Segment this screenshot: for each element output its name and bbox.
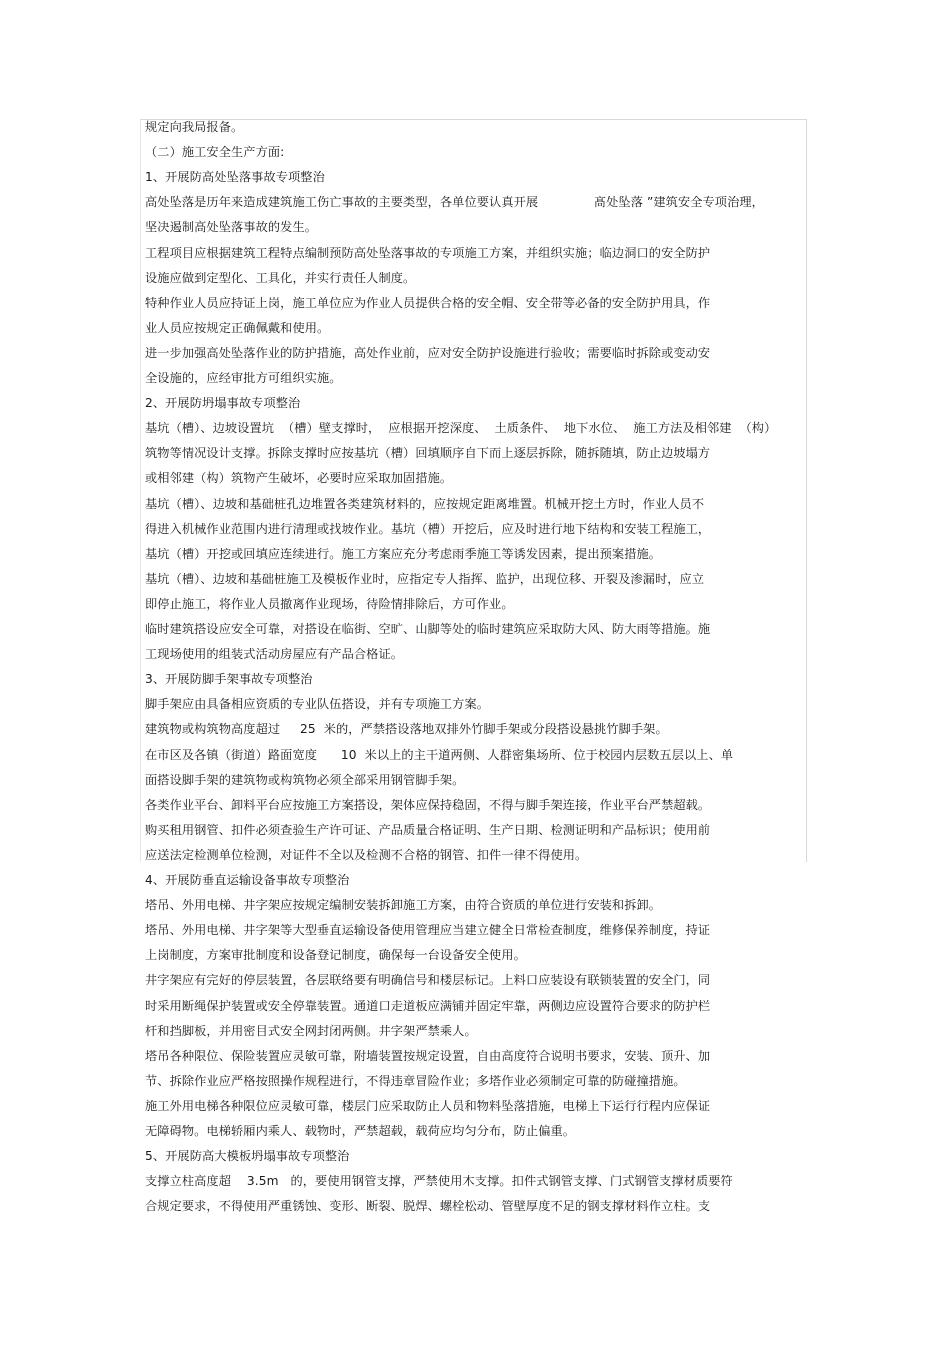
text-line: 井字架应有完好的停层装置，各层联络要有明确信号和楼层标记。上料口应装设有联锁装置的安全门，同 [145,973,711,988]
page-frame-right-border [806,119,807,862]
text-line: 支撑立柱高度超 3.5m 的，要使用钢管支撑，严禁使用木支撑。扣件式钢管支撑、门式钢管支撑材质要符 [145,1174,733,1189]
text-line: 临时建筑搭设应安全可靠，对搭设在临街、空旷、山脚等处的临时建筑应采取防大风、防大雨等措施。施 [145,622,711,636]
text-line: 1、开展防高处坠落事故专项整治 [145,170,325,185]
text-line: 节、拆除作业应严格按照操作规程进行，不得违章冒险作业；多塔作业必须制定可靠的防碰撞措施。 [145,1073,686,1088]
text-line: 塔吊各种限位、保险装置应灵敏可靠，附墙装置按规定设置，自由高度符合说明书要求，安装、顶升、加 [145,1048,711,1063]
text-line: 基坑（槽）、边坡和基础桩孔边堆置各类建筑材料的，应按规定距离堆置。机械开挖土方时，作业人员不 [145,496,705,511]
text-line: 购买租用钢管、扣件必须查验生产许可证、产品质量合格证明、生产日期、检测证明和产品标识；使用前 [145,822,711,837]
text-line: 进一步加强高处坠落作业的防护措施，高处作业前，应对安全防护设施进行验收；需要临时拆除或变动安 [145,345,711,360]
text-line: 得进入机械作业范围内进行清理或找坡作业。基坑（槽）开挖后，应及时进行地下结构和安装工程施工， [145,521,711,536]
text-line: 面搭设脚手架的建筑物或构筑物必须全部采用钢管脚手架。 [145,772,465,787]
text-line: 杆和挡脚板，并用密目式安全网封闭两侧。井字架严禁乘人。 [145,1023,477,1038]
text-line: 塔吊、外用电梯、井字架等大型垂直运输设备使用管理应当建立健全日常检查制度，维修保养制度，持证 [145,923,711,938]
text-line: 建筑物或构筑物高度超过 25 米的，严禁搭设落地双排外竹脚手架或分段搭设悬挑竹脚手架。 [145,722,668,737]
text-line: 基坑（槽）、边坡设置坑 （槽）壁支撑时， 应根据开挖深度、 土质条件、 地下水位、 施工方法及相邻建 （构） [145,421,777,436]
text-line: 上岗制度，方案审批制度和设备登记制度，确保每一台设备安全使用。 [145,948,526,963]
text-line: 基坑（槽）开挖或回填应连续进行。施工方案应充分考虑雨季施工等诱发因素，提出预案措施。 [145,546,662,561]
text-line: 时采用断绳保护装置或安全停靠装置。通道口走道板应满铺并固定牢靠，两侧边应设置符合要求的防护栏 [145,998,711,1013]
text-line: 5、开展防高大模板坍塌事故专项整治 [145,1149,350,1164]
text-line: 合规定要求，不得使用严重锈蚀、变形、断裂、脱焊、螺栓松动、管壁厚度不足的钢支撑材料作立柱。支 [145,1199,711,1214]
text-line: 业人员应按规定正确佩戴和使用。 [145,320,330,335]
text-line: 特种作业人员应持证上岗，施工单位应为作业人员提供合格的安全帽、安全带等必备的安全防护用具，作 [145,295,711,310]
text-line: （二）施工安全生产方面: [145,145,285,160]
text-line: 规定向我局报备。 [145,120,244,134]
text-line: 即停止施工，将作业人员撤离作业现场，待险情排除后，方可作业。 [145,596,514,611]
text-line: 或相邻建（构）筑物产生破坏，必要时应采取加固措施。 [145,471,453,486]
text-line: 筑物等情况设计支撑。拆除支撑时应按基坑（槽）回填顺序自下而上逐层拆除，随拆随填，防止边坡塌方 [145,446,711,461]
text-line: 脚手架应由具备相应资质的专业队伍搭设，并有专项施工方案。 [145,697,490,712]
text-line: 各类作业平台、卸料平台应按施工方案搭设，架体应保持稳固，不得与脚手架连接，作业平台严禁超载。 [145,797,711,812]
text-line: 应送法定检测单位检测，对证件不全以及检测不合格的钢管、扣件一律不得使用。 [145,847,588,862]
text-line: 3、开展防脚手架事故专项整治 [145,672,313,687]
page-frame-left-border [140,119,141,862]
text-line: 施工外用电梯各种限位应灵敏可靠，楼层门应采取防止人员和物料坠落措施，电梯上下运行行程内应保证 [145,1098,711,1113]
text-line: 高处坠落是历年来造成建筑施工伤亡事故的主要类型，各单位要认真开展 髙处坠落 ”建筑安全专项治理， [145,195,764,210]
text-line: 工现场使用的组装式活动房屋应有产品合格证。 [145,647,404,662]
text-line: 全设施的，应经审批方可组织实施。 [145,371,342,385]
text-line: 基坑（槽）、边坡和基础桩施工及模板作业时，应指定专人指挥、监护，出现位移、开裂及渗漏时，应立 [145,571,705,586]
text-line: 2、开展防坍塌事故专项整治 [145,396,301,411]
text-line: 塔吊、外用电梯、井字架应按规定编制安装拆卸施工方案，由符合资质的单位进行安装和拆卸。 [145,898,662,913]
text-line: 设施应做到定型化、工具化，并实行责任人制度。 [145,270,416,285]
text-line: 坚决遏制高处坠落事故的发生。 [145,220,318,235]
text-line: 在市区及各镇（街道）路面宽度 10 米以上的主干道两侧、人群密集场所、位于校园内层数五层以上、单 [145,747,734,762]
text-line: 4、开展防垂直运输设备事故专项整治 [145,873,350,887]
text-line: 工程项目应根据建筑工程特点编制预防高处坠落事故的专项施工方案，并组织实施；临边洞口的安全防护 [145,245,711,260]
text-line: 无障碍物。电梯轿厢内乘人、载物时，严禁超载，载荷应均匀分布，防止偏重。 [145,1124,576,1138]
